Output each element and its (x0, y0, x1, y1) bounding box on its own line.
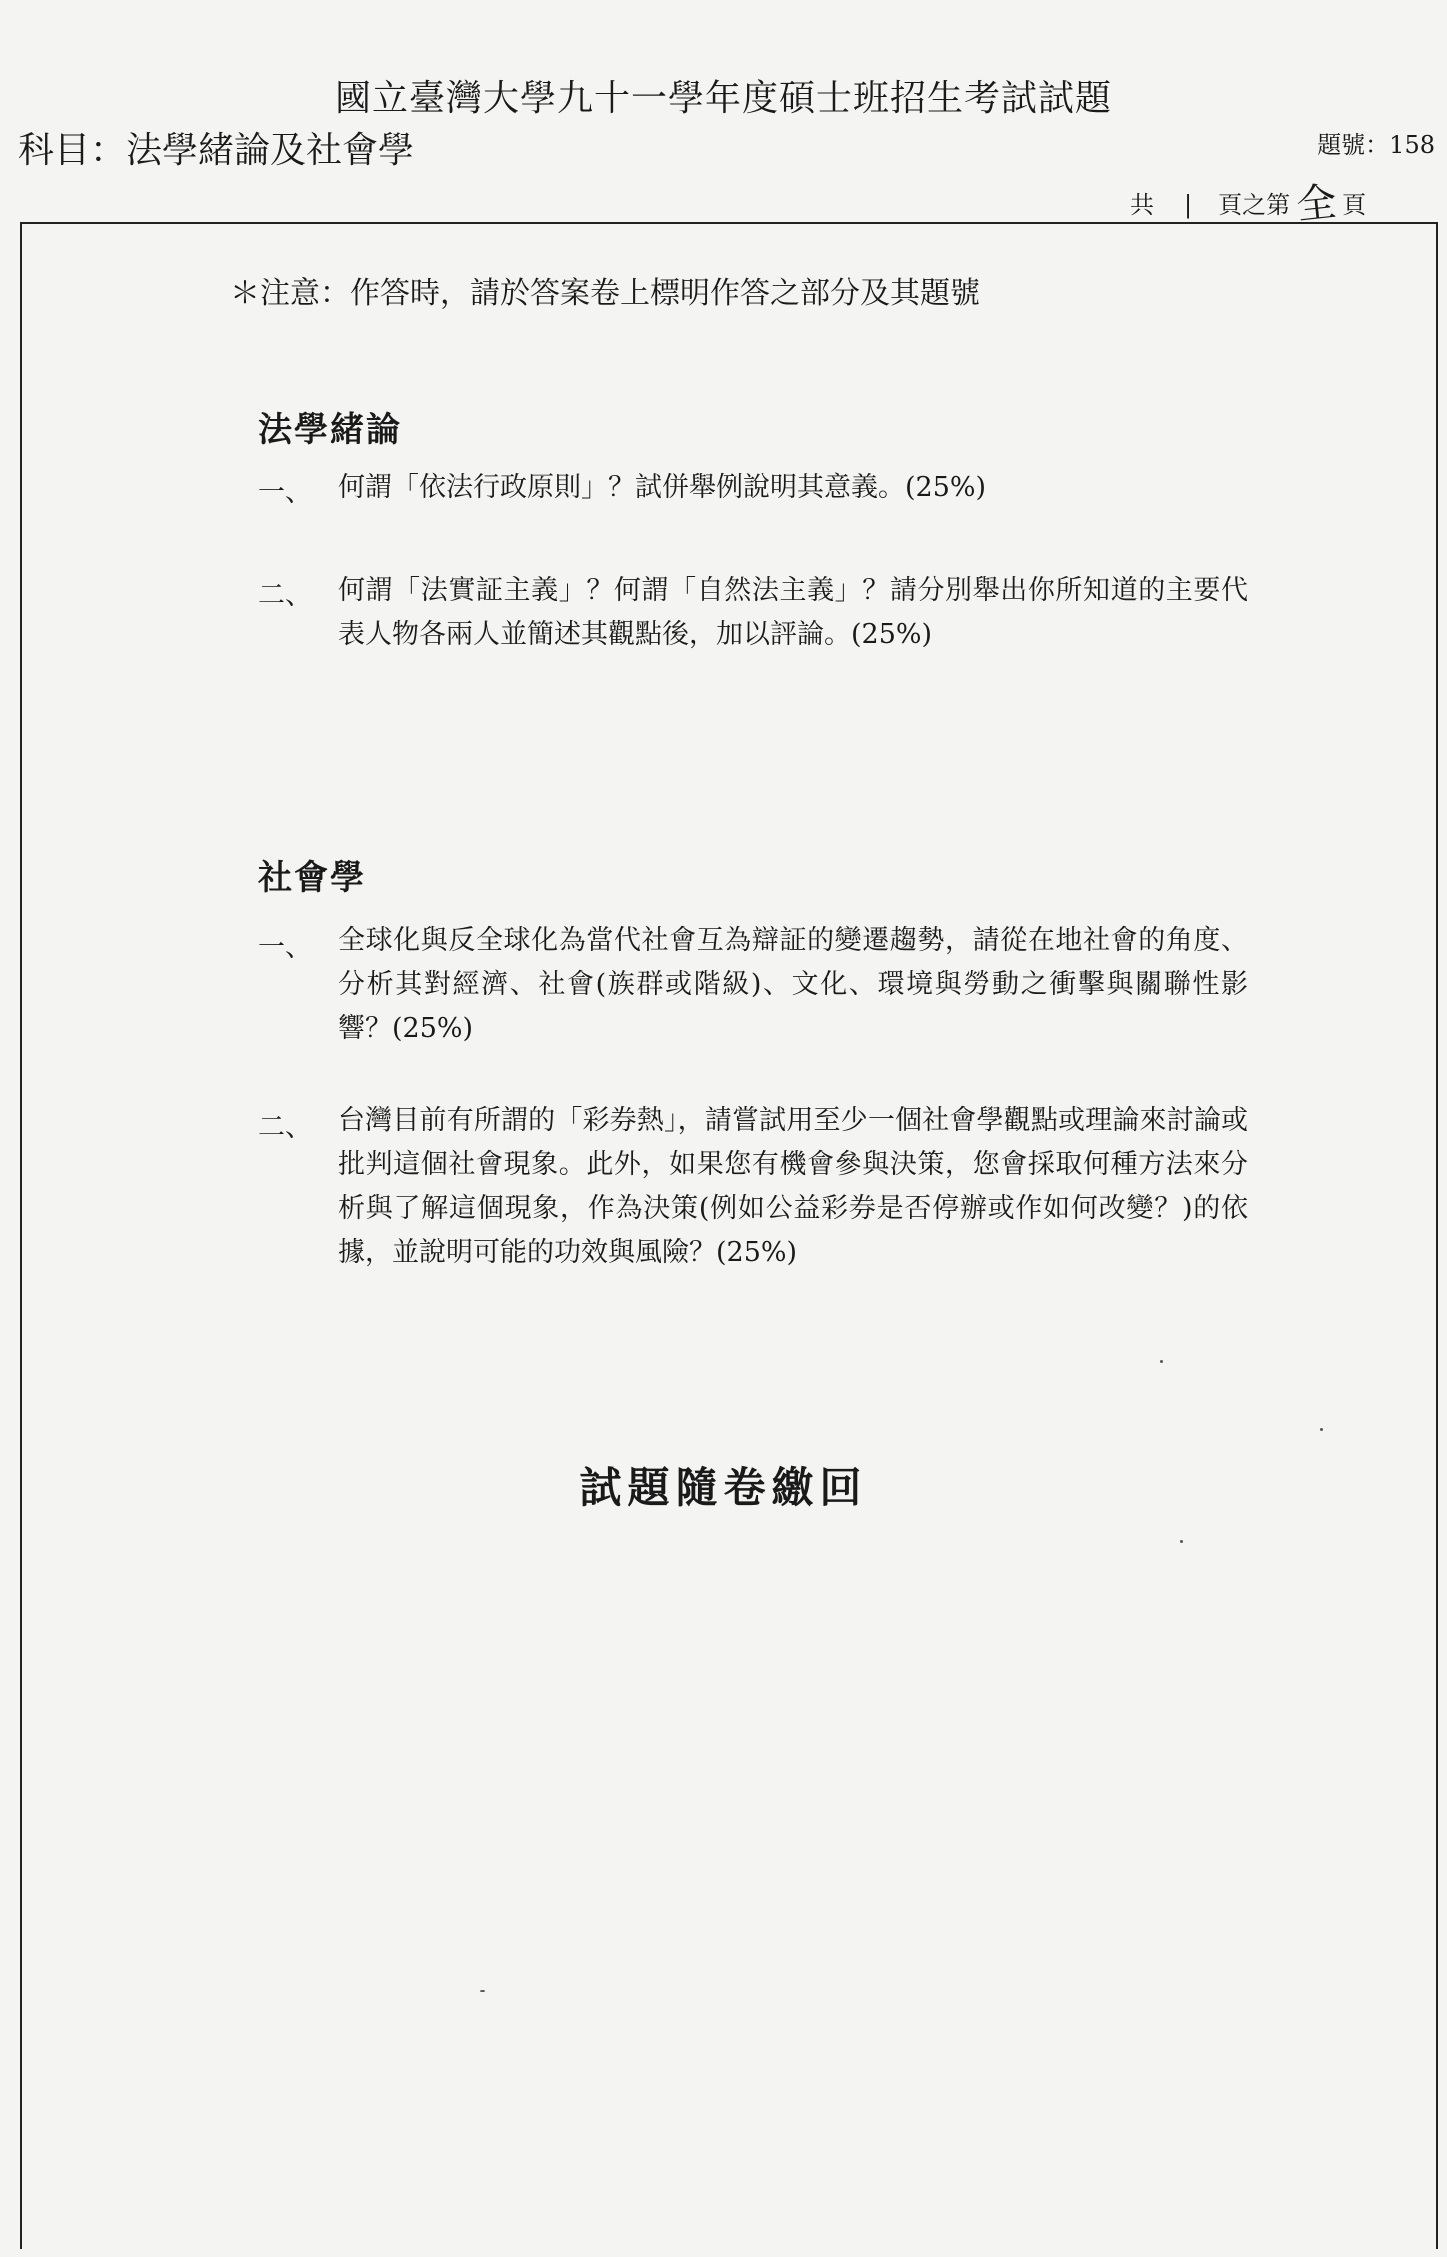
scan-speck (1320, 1428, 1323, 1431)
scan-speck (480, 1990, 485, 1992)
question-text: 全球化與反全球化為當代社會互為辯証的變遷趨勢，請從在地社會的角度、分析其對經濟、社會(族群或階級)、文化、環境與勞動之衝擊與關聯性影響？(25%) (338, 925, 1248, 1044)
page-label: 頁之第 (1218, 191, 1291, 219)
exam-title: 國立臺灣大學九十一學年度碩士班招生考試試題 (334, 78, 1112, 119)
subject-line: 科目：法學緒論及社會學 (18, 130, 415, 171)
section-heading-law: 法學緒論 (258, 410, 402, 450)
question-text: 何謂「依法行政原則」？試併舉例說明其意義。(25%) (338, 472, 987, 503)
page-total-value: | (1184, 191, 1193, 219)
question-number-label: 一、 (258, 477, 312, 508)
question-text: 台灣目前有所謂的「彩券熱」，請嘗試用至少一個社會學觀點或理論來討論或批判這個社會現象。此外，如果您有機會參與決策，您會採取何種方法來分析與了解這個現象，作為決策(例如公益彩券是否停辦或作如何改變？)的依據，並說明可能的功效與風險？(25%) (338, 1105, 1248, 1268)
scan-speck (1180, 1540, 1183, 1543)
question-number: 題號：158 (1317, 131, 1435, 159)
notice: ＊注意：作答時，請於答案卷上標明作答之部分及其題號 (230, 276, 980, 311)
question-number-label: 二、 (258, 580, 312, 611)
question-text: 何謂「法實証主義」？何謂「自然法主義」？請分別舉出你所知道的主要代表人物各兩人並簡述其觀點後，加以評論。(25%) (338, 575, 1248, 650)
page-suffix: 頁 (1342, 191, 1367, 219)
page-info (1130, 168, 1367, 229)
scan-speck (1160, 1360, 1163, 1363)
page-value-handwritten: 全 (1294, 179, 1339, 229)
footer-stamp: 試題隨卷繳回 (579, 1463, 868, 1512)
question-number-label: 二、 (258, 1112, 312, 1143)
section-heading-sociology: 社會學 (258, 858, 366, 898)
question-number-label: 一、 (258, 932, 312, 963)
page-total-label: 共 (1130, 191, 1154, 219)
